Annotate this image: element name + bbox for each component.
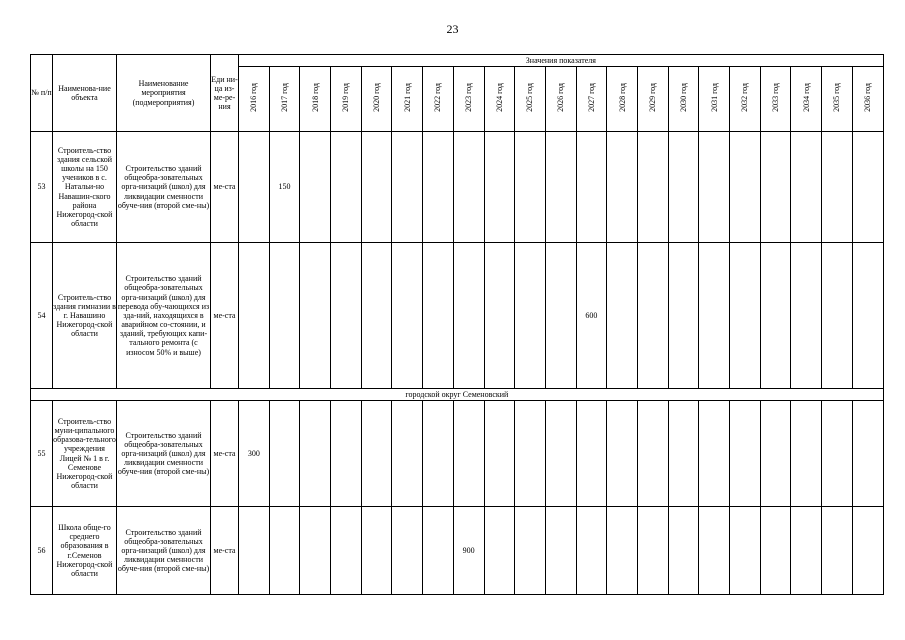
table-row: [31, 243, 884, 389]
row-value: 150: [269, 132, 300, 243]
row-value: [515, 507, 546, 595]
header-year: [822, 67, 853, 132]
row-value: [730, 507, 761, 595]
row-value: [239, 507, 270, 595]
row-unit: ме-ста: [211, 507, 239, 595]
table-row: [31, 507, 884, 595]
row-value: [453, 401, 484, 507]
row-measure: Строительство зданий общеобра-зовательных орга-низаций (школ) для перевода обу-чающихся из зда-ний, находящихся в аварийном со-стоянии, и зданий, требующих капи-тального ремонта (с износом 50% и выше): [117, 243, 211, 389]
row-value: [269, 243, 300, 389]
header-year: [269, 67, 300, 132]
row-value: [730, 401, 761, 507]
row-value: [699, 401, 730, 507]
row-value: [791, 132, 822, 243]
header-year: [730, 67, 761, 132]
header-num: № п/п: [31, 55, 53, 132]
row-unit: ме-ста: [211, 401, 239, 507]
row-value: [484, 507, 515, 595]
header-year: [576, 67, 607, 132]
row-value: [331, 507, 362, 595]
row-value: 600: [576, 243, 607, 389]
header-year: [637, 67, 668, 132]
row-value: [423, 401, 454, 507]
row-value: [852, 243, 883, 389]
row-value: [300, 401, 331, 507]
header-year: [239, 67, 270, 132]
header-year: [453, 67, 484, 132]
header-year-label: 2031 год: [709, 83, 719, 113]
row-value: [668, 132, 699, 243]
row-value: [545, 132, 576, 243]
row-value: [668, 507, 699, 595]
row-unit: ме-ста: [211, 243, 239, 389]
row-object: Строитель-ство муни-ципального образова-тельного учреждения Лицей № 1 в г. Семенове Нижегород-ской области: [53, 401, 117, 507]
row-value: [607, 243, 638, 389]
header-year-label: 2023 год: [464, 83, 474, 113]
row-value: [760, 507, 791, 595]
row-value: [423, 507, 454, 595]
row-value: [269, 401, 300, 507]
row-measure: Строительство зданий общеобра-зовательных орга-низаций (школ) для ликвидации сменности обуче-ния (второй сме-ны): [117, 132, 211, 243]
header-year-label: 2018 год: [310, 83, 320, 113]
row-value: [484, 243, 515, 389]
row-value: [331, 401, 362, 507]
row-value: [331, 243, 362, 389]
header-year-label: 2036 год: [863, 83, 873, 113]
header-object: Наименова-ние объекта: [53, 55, 117, 132]
table-row: [31, 401, 884, 507]
row-value: [484, 132, 515, 243]
header-year-label: 2017 год: [279, 83, 289, 113]
row-value: [791, 507, 822, 595]
header-year: [423, 67, 454, 132]
row-value: 900: [453, 507, 484, 595]
row-value: [453, 132, 484, 243]
header-year: [545, 67, 576, 132]
header-measure: Наименование мероприятия (подмероприятия): [117, 55, 211, 132]
row-value: [822, 243, 853, 389]
row-value: [392, 243, 423, 389]
row-value: [607, 401, 638, 507]
row-value: [699, 243, 730, 389]
indicator-table: [30, 54, 884, 595]
row-value: 300: [239, 401, 270, 507]
row-value: [300, 507, 331, 595]
header-year-label: 2016 год: [249, 83, 259, 113]
table-row: [31, 132, 884, 243]
row-value: [822, 401, 853, 507]
row-num: 54: [31, 243, 53, 389]
header-year: [699, 67, 730, 132]
row-value: [607, 132, 638, 243]
row-value: [545, 401, 576, 507]
row-value: [453, 243, 484, 389]
page-number: 23: [446, 22, 459, 36]
row-value: [300, 132, 331, 243]
row-value: [730, 243, 761, 389]
row-measure: Строительство зданий общеобра-зовательных орга-низаций (школ) для ликвидации сменности обуче-ния (второй сме-ны): [117, 507, 211, 595]
row-value: [668, 401, 699, 507]
header-values-group: Значения показателя: [239, 55, 884, 67]
row-value: [852, 507, 883, 595]
row-value: [576, 401, 607, 507]
header-year: [392, 67, 423, 132]
row-value: [423, 243, 454, 389]
row-value: [637, 243, 668, 389]
row-value: [699, 507, 730, 595]
row-value: [392, 507, 423, 595]
header-year-label: 2019 год: [341, 83, 351, 113]
header-year: [607, 67, 638, 132]
header-year-label: 2021 год: [402, 83, 412, 113]
row-value: [730, 132, 761, 243]
header-year-label: 2032 год: [740, 83, 750, 113]
row-value: [331, 132, 362, 243]
row-value: [576, 507, 607, 595]
header-year-label: 2029 год: [648, 83, 658, 113]
row-unit: ме-ста: [211, 132, 239, 243]
header-year: [760, 67, 791, 132]
row-value: [300, 243, 331, 389]
row-value: [423, 132, 454, 243]
header-unit: Еди ни-ца из-ме-ре-ния: [211, 55, 239, 132]
header-year: [791, 67, 822, 132]
header-year-label: 2033 год: [770, 83, 780, 113]
row-value: [269, 507, 300, 595]
row-value: [607, 507, 638, 595]
row-value: [852, 401, 883, 507]
section-title: городской округ Семеновский: [31, 389, 884, 401]
row-value: [515, 401, 546, 507]
header-year-label: 2028 год: [617, 83, 627, 113]
row-value: [361, 243, 392, 389]
row-value: [545, 507, 576, 595]
header-year-label: 2025 год: [525, 83, 535, 113]
row-value: [239, 132, 270, 243]
header-year-label: 2026 год: [556, 83, 566, 113]
header-year: [484, 67, 515, 132]
row-value: [515, 132, 546, 243]
row-object: Строитель-ство здания сельской школы на 150 учеников в с. Натальи-но Навашин-ского района Нижегород-ской области: [53, 132, 117, 243]
header-year-label: 2027 год: [586, 83, 596, 113]
row-object: Строитель-ство здания гимназии в г. Навашино Нижегород-ской области: [53, 243, 117, 389]
row-value: [637, 401, 668, 507]
row-num: 53: [31, 132, 53, 243]
row-num: 55: [31, 401, 53, 507]
row-value: [361, 132, 392, 243]
header-year: [300, 67, 331, 132]
row-value: [822, 132, 853, 243]
row-num: 56: [31, 507, 53, 595]
row-value: [545, 243, 576, 389]
row-value: [791, 243, 822, 389]
header-year-label: 2035 год: [832, 83, 842, 113]
header-year-label: 2034 год: [801, 83, 811, 113]
row-value: [637, 507, 668, 595]
header-year: [668, 67, 699, 132]
header-year: [361, 67, 392, 132]
row-value: [361, 507, 392, 595]
row-value: [239, 243, 270, 389]
section-row: [31, 389, 884, 401]
row-value: [576, 132, 607, 243]
row-value: [760, 401, 791, 507]
header-year: [515, 67, 546, 132]
header-year-label: 2022 год: [433, 83, 443, 113]
row-value: [668, 243, 699, 389]
row-value: [392, 401, 423, 507]
row-value: [392, 132, 423, 243]
row-value: [484, 401, 515, 507]
header-year: [331, 67, 362, 132]
row-value: [760, 132, 791, 243]
row-measure: Строительство зданий общеобра-зовательных орга-низаций (школ) для ликвидации сменности обуче-ния (второй сме-ны): [117, 401, 211, 507]
row-value: [852, 132, 883, 243]
header-year-label: 2024 год: [494, 83, 504, 113]
row-value: [791, 401, 822, 507]
header-year-label: 2020 год: [372, 83, 381, 113]
row-value: [822, 507, 853, 595]
row-value: [637, 132, 668, 243]
row-value: [361, 401, 392, 507]
row-value: [699, 132, 730, 243]
row-value: [515, 243, 546, 389]
row-object: Школа обще-го среднего образования в г.Семенов Нижегород-ской области: [53, 507, 117, 595]
header-year: [852, 67, 883, 132]
header-year-label: 2030 год: [678, 83, 688, 113]
row-value: [760, 243, 791, 389]
